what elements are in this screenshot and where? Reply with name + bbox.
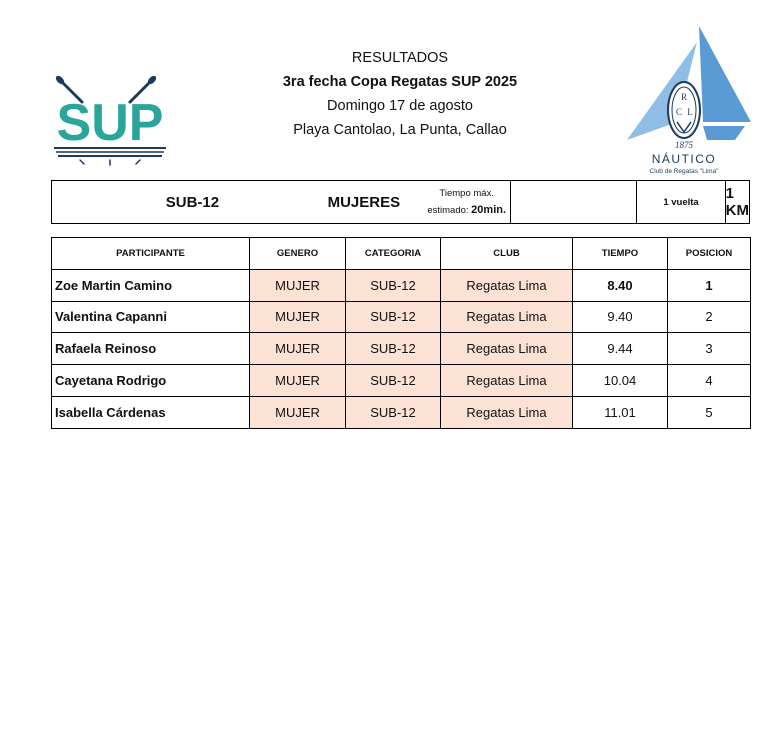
race-info-bar [51,180,750,224]
participant-gender: MUJER [250,301,346,333]
col-header-genero: GENERO [250,238,346,270]
participant-club: Regatas Lima [441,365,573,397]
table-row [52,333,751,365]
event-location: Playa Cantolao, La Punta, Callao [293,122,507,138]
race-category: SUB-12 [165,193,220,211]
participant-time: 9.40 [573,301,668,333]
participant-category: SUB-12 [346,365,441,397]
col-header-posicion: POSICION [668,238,751,270]
empty-cell [511,181,637,223]
col-header-tiempo: TIEMPO [573,238,668,270]
estimated-value: 20min. [471,204,507,216]
nautico-club: Club de Regatas "Lima" [649,168,719,175]
participant-position: 4 [668,365,751,397]
race-laps: 1 vuelta [637,181,725,223]
nautico-logo [617,22,753,178]
participant-club: Regatas Lima [441,333,573,365]
page-title: RESULTADOS [351,50,449,66]
sup-logo [50,76,174,168]
nautico-letter-l: L [687,107,693,117]
max-time-cell [425,181,512,223]
participant-position: 5 [668,396,751,428]
table-header-row [52,238,751,270]
participant-category: SUB-12 [346,269,441,301]
participant-name: Rafaela Reinoso [52,333,250,365]
participant-name: Isabella Cárdenas [52,396,250,428]
estimated-label: estimado: [427,205,469,216]
participant-position: 2 [668,301,751,333]
table-row [52,396,751,428]
max-time-label: Tiempo máx. [439,188,494,199]
col-header-participante: PARTICIPANTE [52,238,250,270]
participant-category: SUB-12 [346,301,441,333]
participant-time: 11.01 [573,396,668,428]
participant-position: 1 [668,269,751,301]
participant-club: Regatas Lima [441,396,573,428]
participant-club: Regatas Lima [441,301,573,333]
participant-gender: MUJER [250,333,346,365]
participant-name: Cayetana Rodrigo [52,365,250,397]
results-table [51,237,751,429]
participant-gender: MUJER [250,396,346,428]
participant-gender: MUJER [250,269,346,301]
participant-category: SUB-12 [346,333,441,365]
page-header [0,0,782,180]
title-block [250,46,550,142]
participant-time: 9.44 [573,333,668,365]
nautico-year: 1875 [675,140,693,150]
table-row [52,365,751,397]
nautico-name: NÁUTICO [651,152,717,166]
nautico-letter-r: R [680,92,688,102]
sup-logo-text: SUP [56,94,164,152]
participant-name: Valentina Capanni [52,301,250,333]
col-header-categoria: CATEGORIA [346,238,441,270]
event-name: 3ra fecha Copa Regatas SUP 2025 [282,74,518,90]
participant-time: 10.04 [573,365,668,397]
participant-gender: MUJER [250,365,346,397]
participant-name: Zoe Martin Camino [52,269,250,301]
nautico-letter-c: C [675,107,683,117]
participant-category: SUB-12 [346,396,441,428]
race-gender: MUJERES [327,193,401,211]
race-distance: 1 KM [725,185,749,219]
participant-time: 8.40 [573,269,668,301]
event-date: Domingo 17 de agosto [327,98,473,114]
table-row [52,301,751,333]
col-header-club: CLUB [441,238,573,270]
table-row [52,269,751,301]
participant-club: Regatas Lima [441,269,573,301]
participant-position: 3 [668,333,751,365]
